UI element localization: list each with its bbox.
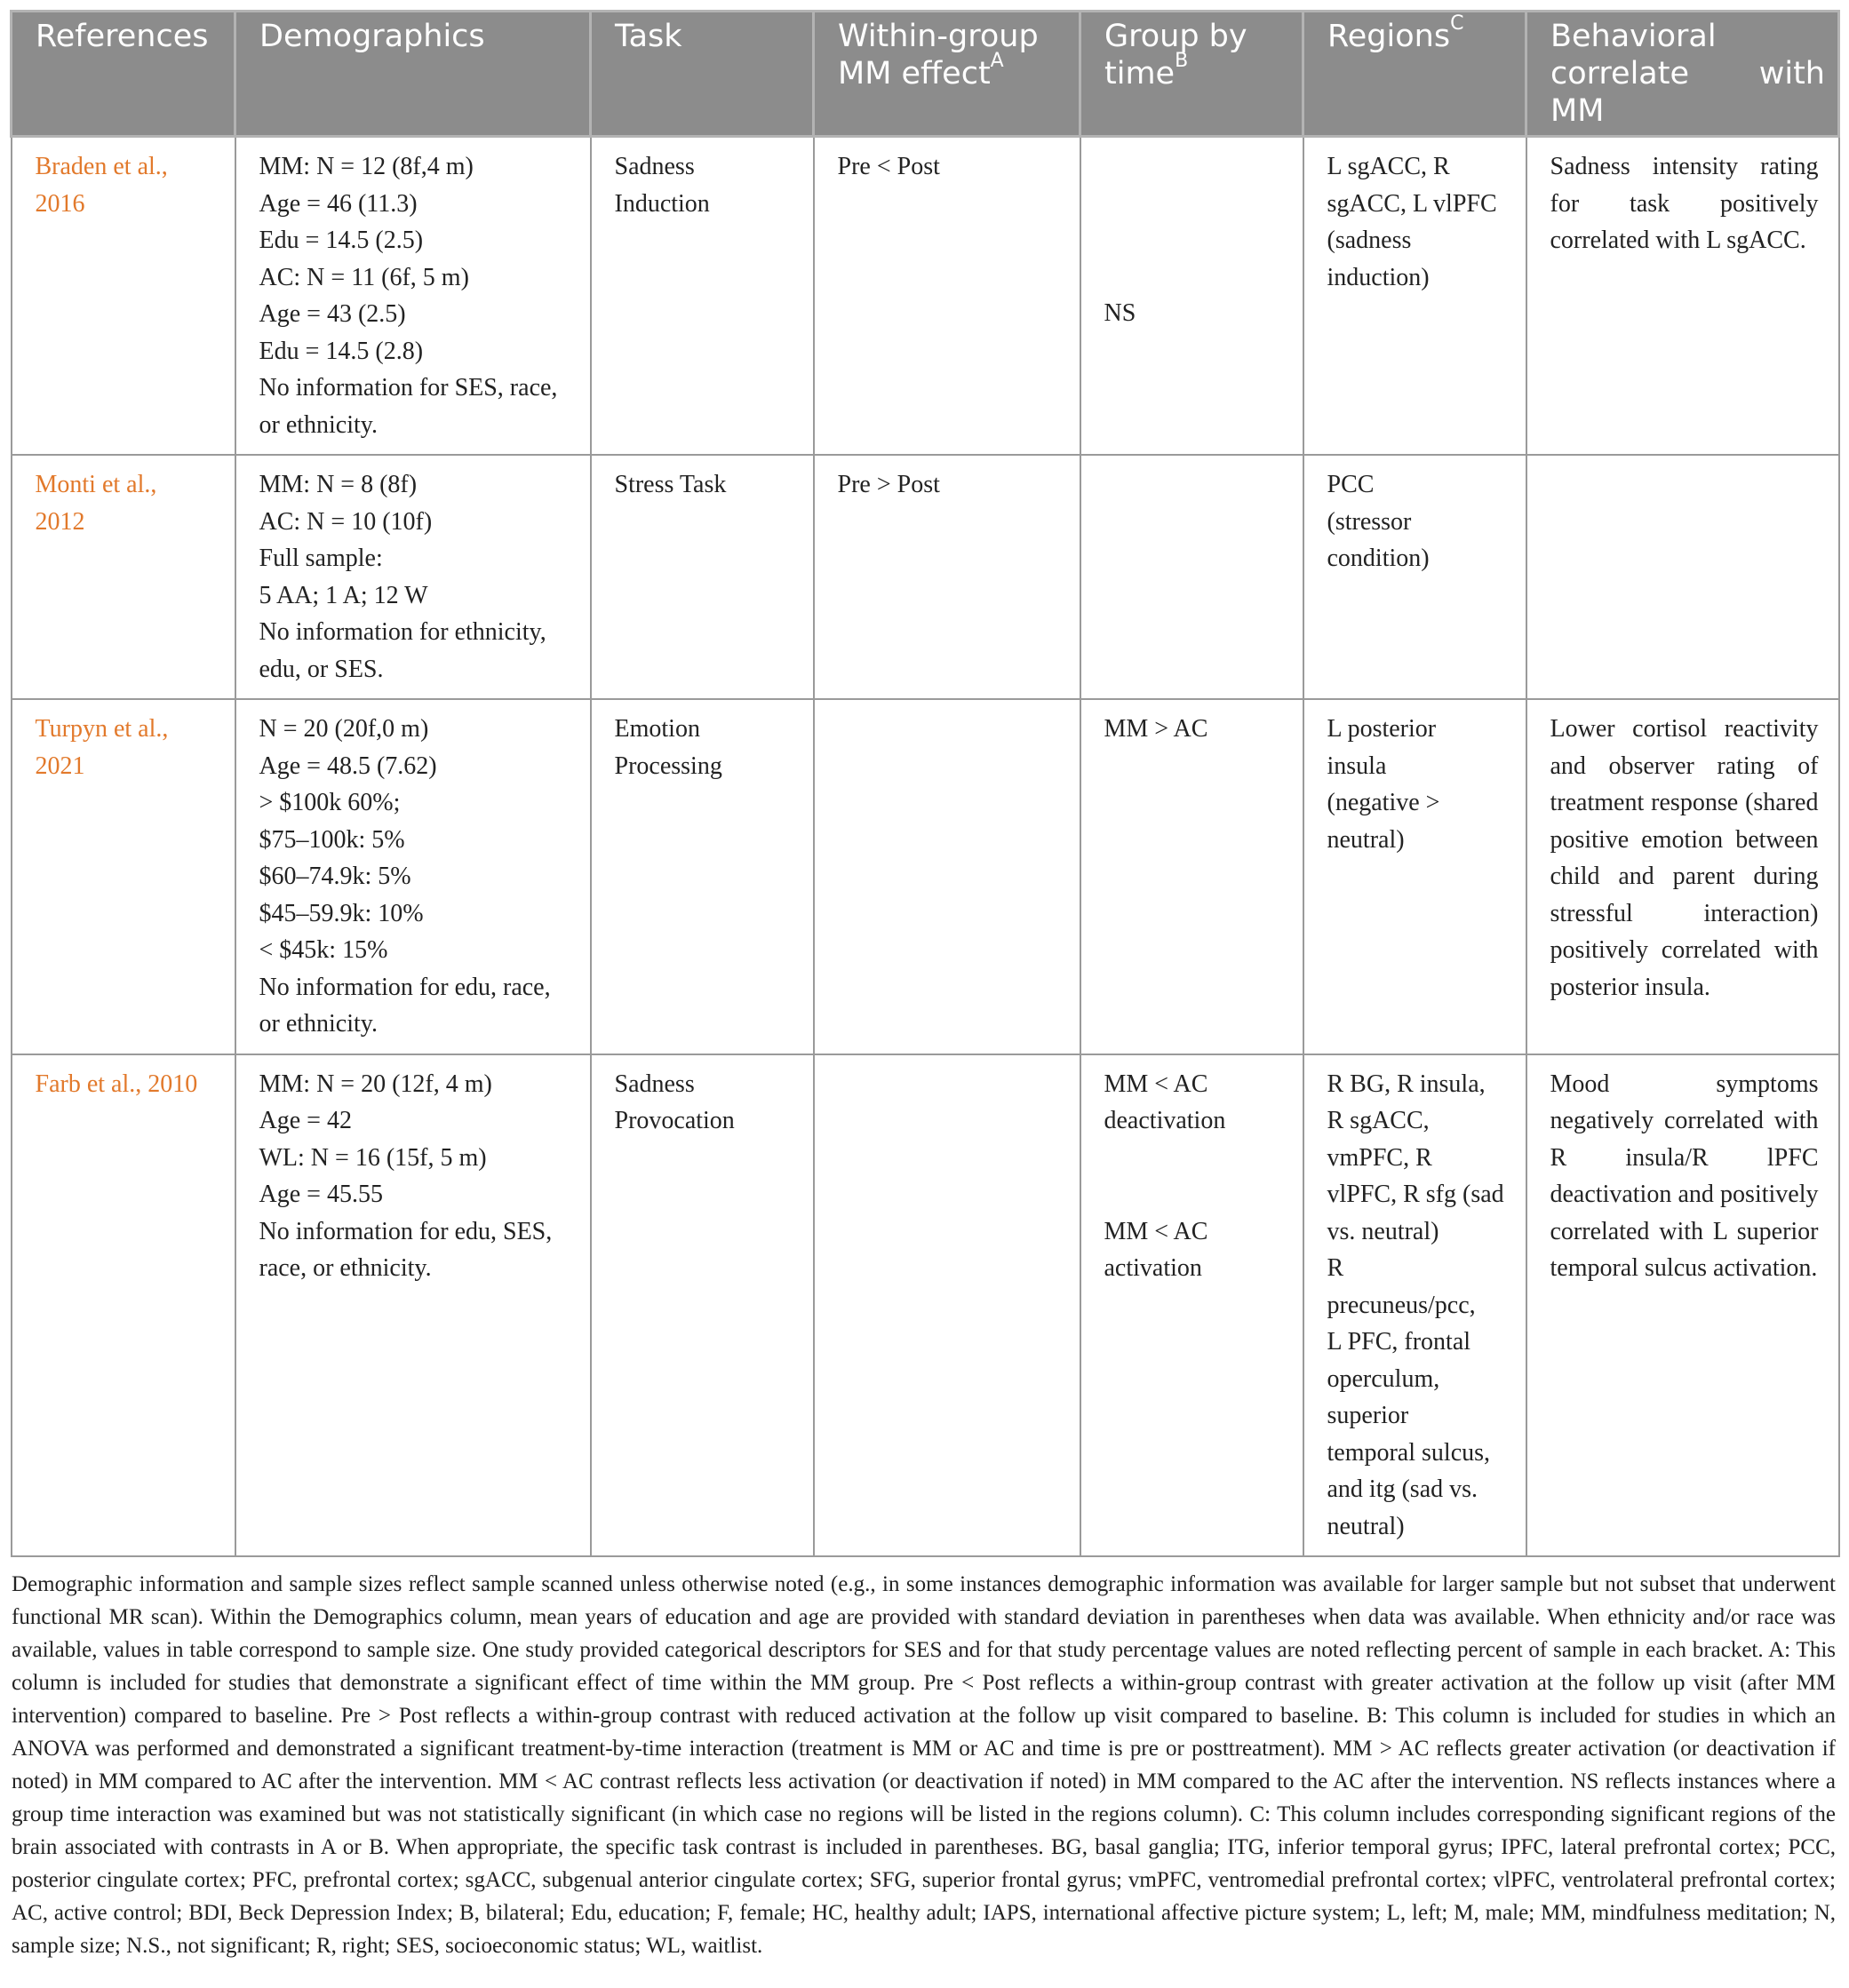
- regions-cell: PCC (stressor condition): [1303, 455, 1526, 699]
- table-container: [10, 10, 1837, 1962]
- demographics-cell: MM: N = 20 (12f, 4 m) Age = 42 WL: N = 16 (15f, 5 m) Age = 45.55 No information for edu, SES, race, or ethnicity.: [235, 1054, 591, 1557]
- within-group-cell: [814, 699, 1080, 1054]
- col-header-references: References: [12, 12, 235, 137]
- behavioral-cell: [1526, 455, 1839, 699]
- task-cell: Emotion Processing: [591, 699, 814, 1054]
- within-group-cell: Pre < Post: [814, 137, 1080, 456]
- table-row: [12, 455, 1839, 699]
- col-header-within-group: Within-group MM effect$^A$: [814, 12, 1080, 137]
- regions-cell: L sgACC, R sgACC, L vlPFC (sadness induction): [1303, 137, 1526, 456]
- ref-cell[interactable]: Monti et al., 2012: [12, 455, 235, 699]
- group-by-time-cell: NS: [1080, 137, 1303, 456]
- ref-cell[interactable]: Braden et al., 2016: [12, 137, 235, 456]
- studies-table: [10, 10, 1840, 1557]
- demographics-cell: MM: N = 12 (8f,4 m) Age = 46 (11.3) Edu = 14.5 (2.5) AC: N = 11 (6f, 5 m) Age = 43 (2.5) Edu = 14.5 (2.8) No information for SES, race, or ethnicity.: [235, 137, 591, 456]
- within-group-cell: [814, 1054, 1080, 1557]
- task-cell: Sadness Induction: [591, 137, 814, 456]
- regions-cell: L posterior insula (negative > neutral): [1303, 699, 1526, 1054]
- demographics-cell: MM: N = 8 (8f) AC: N = 10 (10f) Full sample: 5 AA; 1 A; 12 W No information for ethnicity, edu, or SES.: [235, 455, 591, 699]
- table-row: [12, 699, 1839, 1054]
- col-header-demographics: Demographics: [235, 12, 591, 137]
- col-header-regions: Regions$^C$: [1303, 12, 1526, 137]
- ref-cell[interactable]: Turpyn et al., 2021: [12, 699, 235, 1054]
- group-by-time-cell: MM < AC deactivation MM < AC activation: [1080, 1054, 1303, 1557]
- task-cell: Sadness Provocation: [591, 1054, 814, 1557]
- col-header-behavioral: Behavioral correlate with MM: [1526, 12, 1839, 137]
- table-footnote: Demographic information and sample sizes reflect sample scanned unless otherwise noted (e.g., in some instances demographic information was available for larger sample but not subset that underwent functional MR scan). Within the Demographics column, mean years of education and age are provided with standard deviation in parentheses when data was available. When ethnicity and/or race was available, values in table correspond to sample size. One study provided categorical descriptors for SES and for that study percentage values are noted reflecting percent of sample in each bracket. A: This column is included for studies that demonstrate a significant effect of time within the MM group. Pre < Post reflects a within-group contrast with greater activation at the follow up visit (after MM intervention) compared to baseline. Pre > Post reflects a within-group contrast with reduced activation at the follow up visit compared to baseline. B: This column is included for studies in which an ANOVA was performed and demonstrated a significant treatment-by-time interaction (treatment is MM or AC and time is pre or posttreatment). MM > AC reflects greater activation (or deactivation if noted) in MM compared to AC after the intervention. MM < AC contrast reflects less activation (or deactivation if noted) in MM compared to the AC after the intervention. NS reflects instances where a group time interaction was examined but was not statistically significant (in which case no regions will be listed in the regions column). C: This column includes corresponding significant regions of the brain associated with contrasts in A or B. When appropriate, the specific task contrast is included in parentheses. BG, basal ganglia; ITG, inferior temporal gyrus; IPFC, lateral prefrontal cortex; PCC, posterior cingulate cortex; PFC, prefrontal cortex; sgACC, subgenual anterior cingulate cortex; SFG, superior frontal gyrus; vmPFC, ventromedial prefrontal cortex; vlPFC, ventrolateral prefrontal cortex; AC, active control; BDI, Beck Depression Index; B, bilateral; Edu, education; F, female; HC, healthy adult; IAPS, international affective picture system; L, left; M, male; MM, mindfulness meditation; N, sample size; N.S., not significant; R, right; SES, socioeconomic status; WL, waitlist.: [12, 1572, 1836, 1958]
- behavioral-cell: Lower cortisol reactivity and observer rating of treatment response (shared positive emotion between child and parent during stressful interaction) positively correlated with posterior insula.: [1526, 699, 1839, 1054]
- regions-cell: R BG, R insula, R sgACC, vmPFC, R vlPFC, R sfg (sad vs. neutral) R precuneus/pcc, L PFC, frontal operculum, superior temporal sulcus, and itg (sad vs. neutral): [1303, 1054, 1526, 1557]
- task-cell: Stress Task: [591, 455, 814, 699]
- ref-cell[interactable]: Farb et al., 2010: [12, 1054, 235, 1557]
- within-group-cell: Pre > Post: [814, 455, 1080, 699]
- demographics-cell: N = 20 (20f,0 m) Age = 48.5 (7.62) > $100k 60%; $75–100k: 5% $60–74.9k: 5% $45–59.9k: 10% < $45k: 15% No information for edu, race, or ethnicity.: [235, 699, 591, 1054]
- col-header-task: Task: [591, 12, 814, 137]
- behavioral-cell: Mood symptoms negatively correlated with R insula/R lPFC deactivation and positively correlated with L superior temporal sulcus activation.: [1526, 1054, 1839, 1557]
- col-header-group-by-time: Group by time$^B$: [1080, 12, 1303, 137]
- header-row: [12, 12, 1839, 137]
- behavioral-cell: Sadness intensity rating for task positively correlated with L sgACC.: [1526, 137, 1839, 456]
- table-row: [12, 137, 1839, 456]
- group-by-time-cell: MM > AC: [1080, 699, 1303, 1054]
- group-by-time-cell: [1080, 455, 1303, 699]
- table-row: [12, 1054, 1839, 1557]
